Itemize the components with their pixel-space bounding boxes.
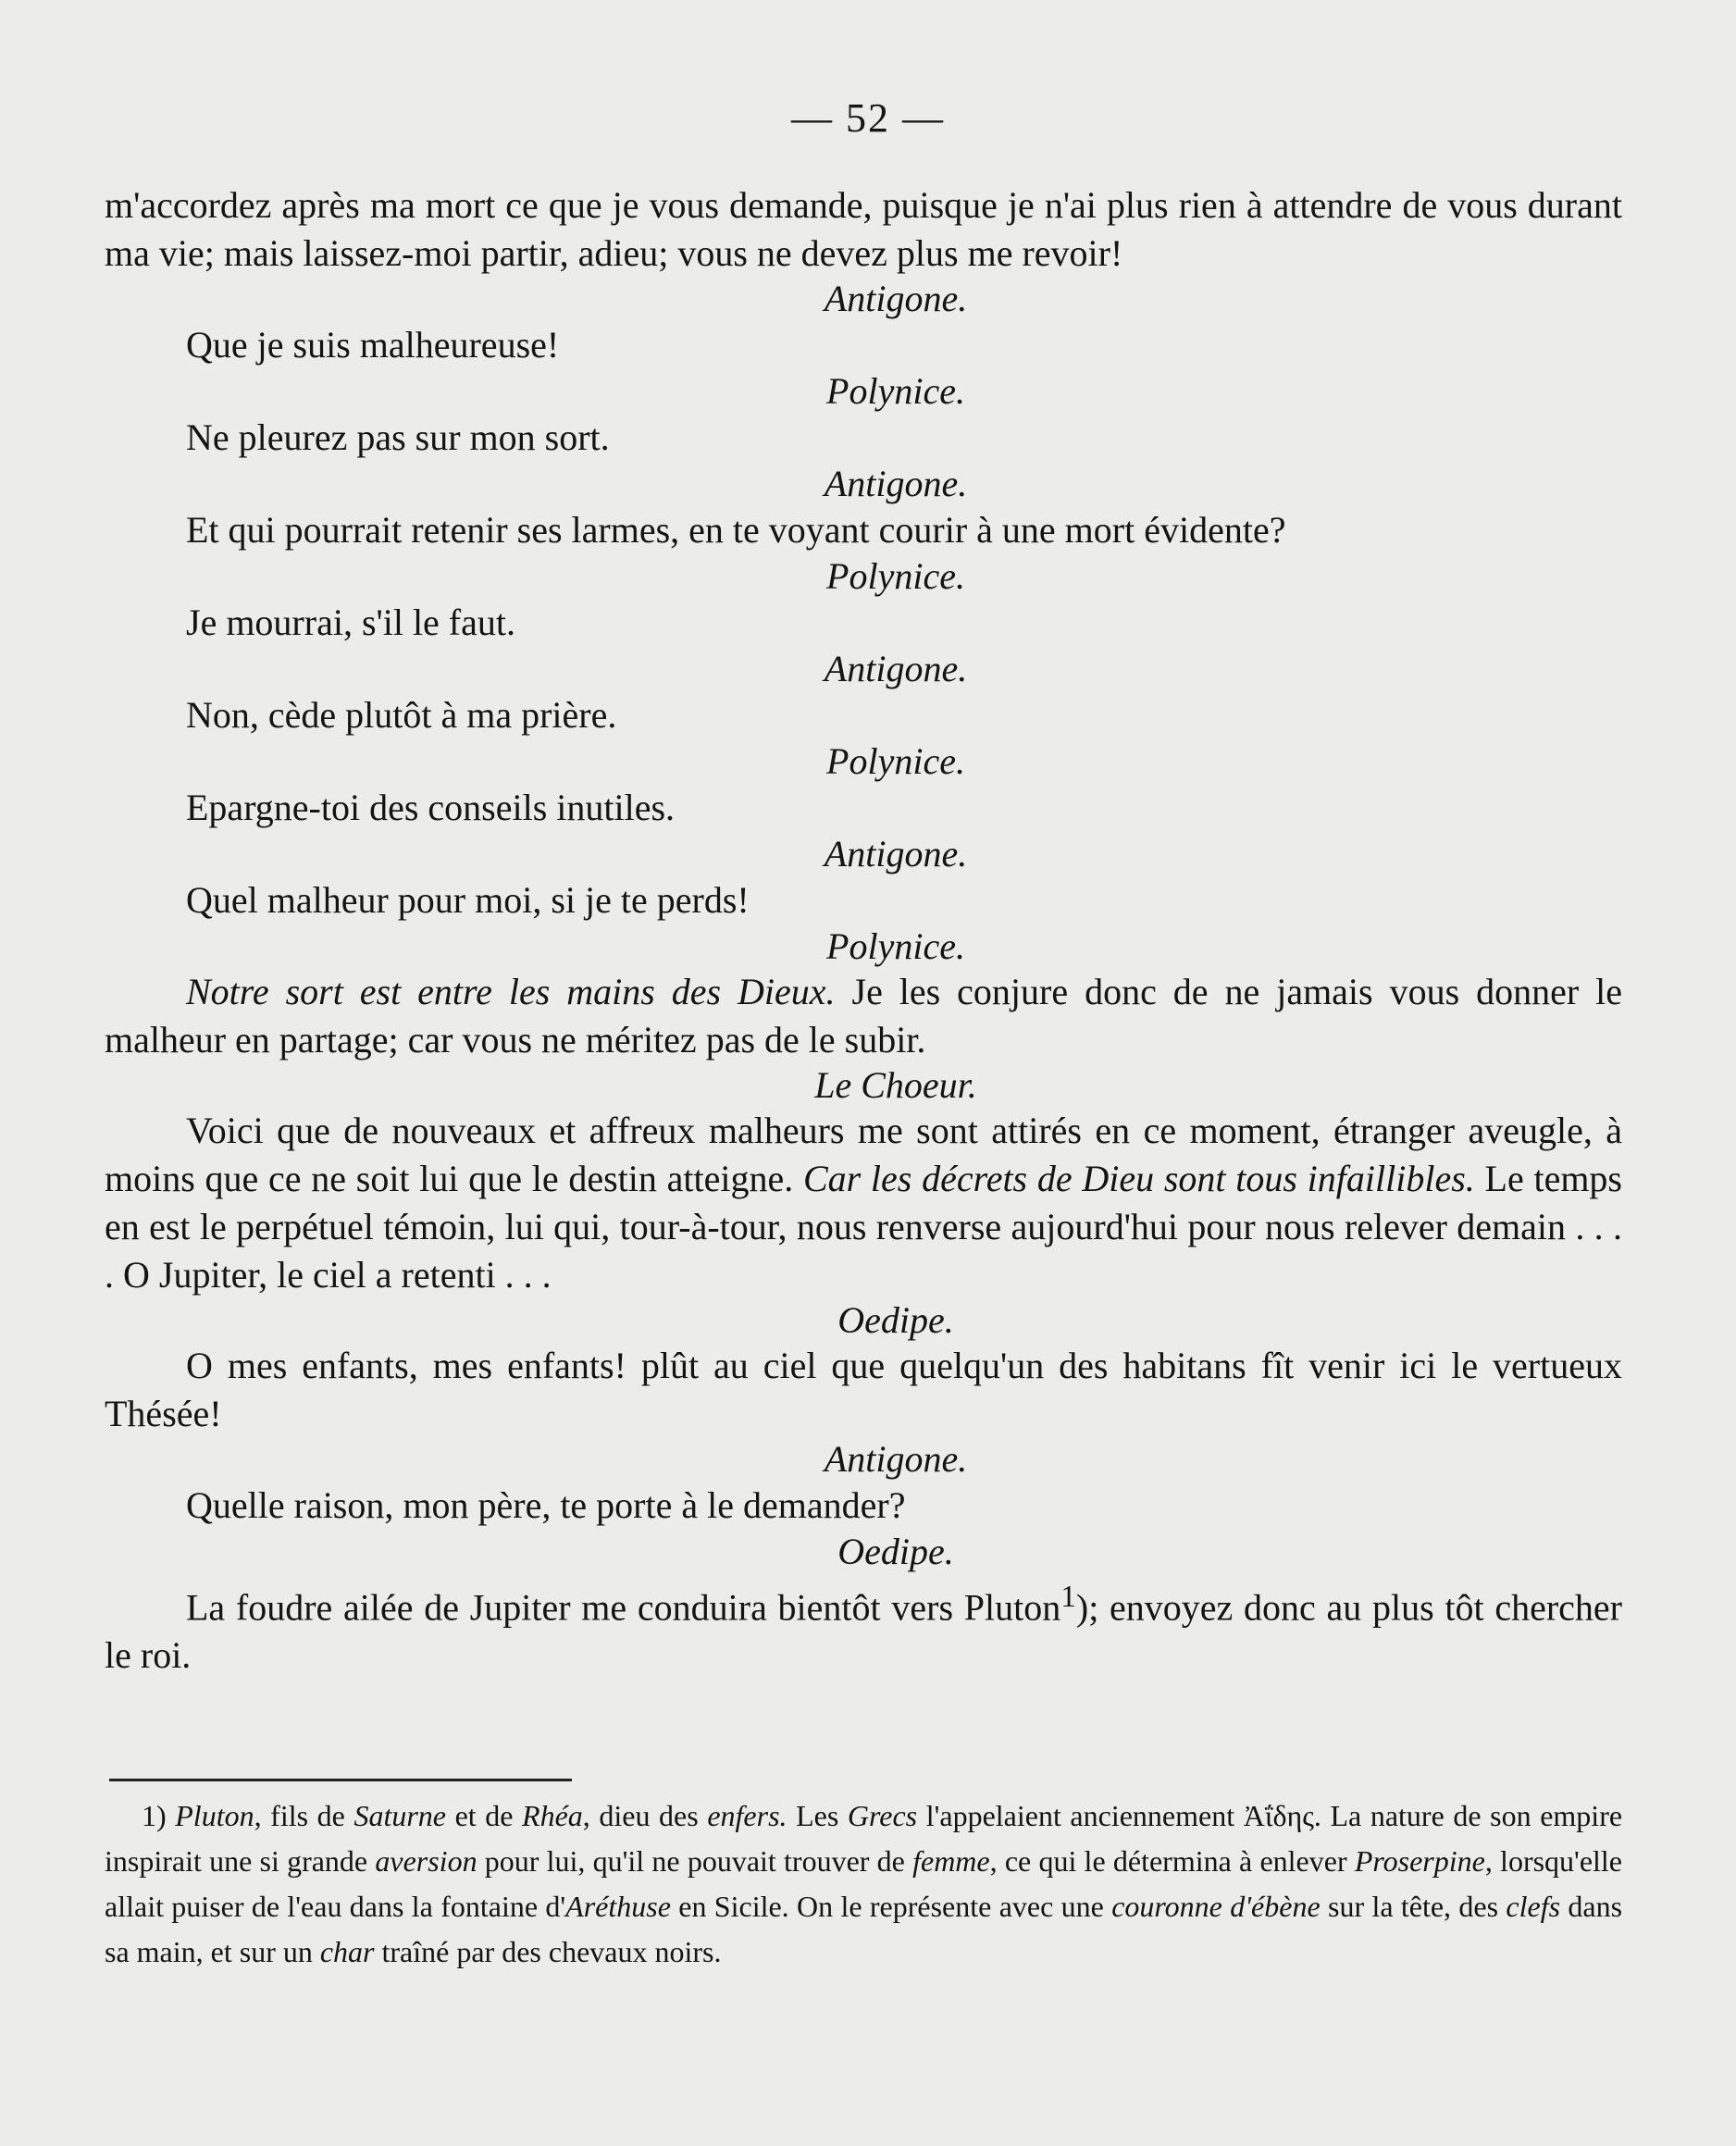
footnote-text xyxy=(105,1793,1622,1975)
fn-italic: Aréthuse xyxy=(565,1890,671,1923)
dialogue-line: Quelle raison, mon père, te porte à le demander? xyxy=(186,1484,906,1526)
fn-italic: Pluton xyxy=(175,1799,254,1832)
speaker-label: Antigone. xyxy=(824,463,968,504)
dialogue-line: Ne pleurez pas sur mon sort. xyxy=(186,416,610,458)
fn-text: , dieu des xyxy=(582,1799,708,1832)
dialogue-paragraph xyxy=(105,1573,1622,1680)
dialogue-text xyxy=(105,181,1622,1680)
speaker-label: Polynice. xyxy=(826,925,965,967)
speaker-label: Polynice. xyxy=(826,740,965,782)
speaker-label: Le Choeur. xyxy=(814,1064,977,1106)
footnote-divider xyxy=(109,1779,572,1781)
speaker-label: Antigone. xyxy=(824,1438,968,1480)
dialogue-line: Epargne-toi des conseils inutiles. xyxy=(186,787,676,828)
fn-text: , fils de xyxy=(254,1799,354,1832)
dialogue-paragraph xyxy=(105,1107,1622,1299)
fn-italic: couronne d'ébène xyxy=(1111,1890,1321,1923)
speaker-label: Oedipe. xyxy=(837,1299,954,1341)
fn-text: La nature de son empire inspirait une si grande xyxy=(105,1799,1623,1878)
fn-italic: char xyxy=(319,1935,375,1968)
speaker-label: Polynice. xyxy=(826,555,965,597)
dialogue-text-run: Le temps en est le perpétuel témoin, lui qui, tour-à-tour, nous renverse aujourd'hui pour nous relever demain . . . . O Jupiter, le ciel a retenti . . . xyxy=(105,1158,1623,1296)
fn-text: , lorsqu'elle allait puiser de l'eau dans la fontaine d' xyxy=(105,1844,1623,1923)
speaker-label: Antigone. xyxy=(824,648,968,689)
italic-phrase: Notre sort est entre les mains des Dieux. xyxy=(186,971,836,1012)
dialogue-line: Non, cède plutôt à ma prière. xyxy=(186,694,617,736)
dialogue-text-run: La foudre ailée de Jupiter me conduira bientôt vers Pluton xyxy=(186,1586,1061,1629)
fn-italic: Proserpine xyxy=(1354,1844,1485,1878)
fn-text: sur la tête, des xyxy=(1320,1890,1507,1923)
fn-italic: Grecs xyxy=(847,1799,918,1832)
dialogue-text-run: Voici que de nouveaux et affreux malheurs me sont attirés en ce moment, étranger aveugle, à moins que ce ne soit lui que le destin atteigne. xyxy=(105,1110,1622,1199)
fn-text: et de xyxy=(445,1799,523,1832)
dialogue-paragraph xyxy=(105,968,1622,1064)
fn-text: l'appelaient anciennement xyxy=(917,1799,1244,1832)
fn-italic: femme xyxy=(912,1844,990,1878)
fn-text: dans sa main, et sur un xyxy=(105,1890,1623,1968)
dialogue-paragraph: O mes enfants, mes enfants! plût au ciel que quelqu'un des habitans fît venir ici le vertueux Thésée! xyxy=(105,1345,1622,1434)
dialogue-line: Je mourrai, s'il le faut. xyxy=(186,602,515,643)
fn-text: Les xyxy=(787,1799,848,1832)
dialogue-text-run: Je les conjure donc de ne jamais vous donner le malheur en partage; car vous ne méritez pas de le subir. xyxy=(105,971,1622,1061)
opening-paragraph: m'accordez après ma mort ce que je vous demande, puisque je n'ai plus rien à attendre de vous durant ma vie; mais laissez-moi partir, adieu; vous ne devez plus me revoir! xyxy=(105,184,1622,274)
fn-text: pour lui, qu'il ne pouvait trouver de xyxy=(477,1844,913,1878)
dialogue-line: Que je suis malheureuse! xyxy=(186,324,560,366)
speaker-label: Oedipe. xyxy=(837,1531,954,1572)
dialogue-line: Et qui pourrait retenir ses larmes, en te voyant courir à une mort évidente? xyxy=(186,509,1286,551)
footnote-reference[interactable]: 1 xyxy=(1060,1580,1076,1614)
fn-italic: enfers. xyxy=(707,1799,787,1832)
page-number: — 52 — xyxy=(791,95,945,141)
footnote-marker: 1) xyxy=(142,1799,167,1832)
fn-text: traîné par des chevaux noirs. xyxy=(374,1935,722,1968)
speaker-label: Antigone. xyxy=(824,833,968,875)
fn-italic: aversion xyxy=(375,1844,477,1878)
fn-italic: Saturne xyxy=(353,1799,446,1832)
fn-greek: Ἀΐδης. xyxy=(1243,1799,1321,1832)
fn-text: en Sicile. On le représente avec une xyxy=(670,1890,1112,1923)
dialogue-text-run: ); envoyez donc au plus tôt chercher le roi. xyxy=(105,1586,1622,1677)
dialogue-line: Quel malheur pour moi, si je te perds! xyxy=(186,879,750,921)
speaker-label: Antigone. xyxy=(824,278,968,319)
fn-italic: clefs xyxy=(1506,1890,1561,1923)
fn-text: , ce qui le détermina à enlever xyxy=(989,1844,1355,1878)
speaker-label: Polynice. xyxy=(826,370,965,412)
fn-italic: Rhéa xyxy=(522,1799,583,1832)
italic-phrase: Car les décrets de Dieu sont tous infaillibles. xyxy=(802,1158,1475,1199)
footnote xyxy=(105,1793,1622,1975)
